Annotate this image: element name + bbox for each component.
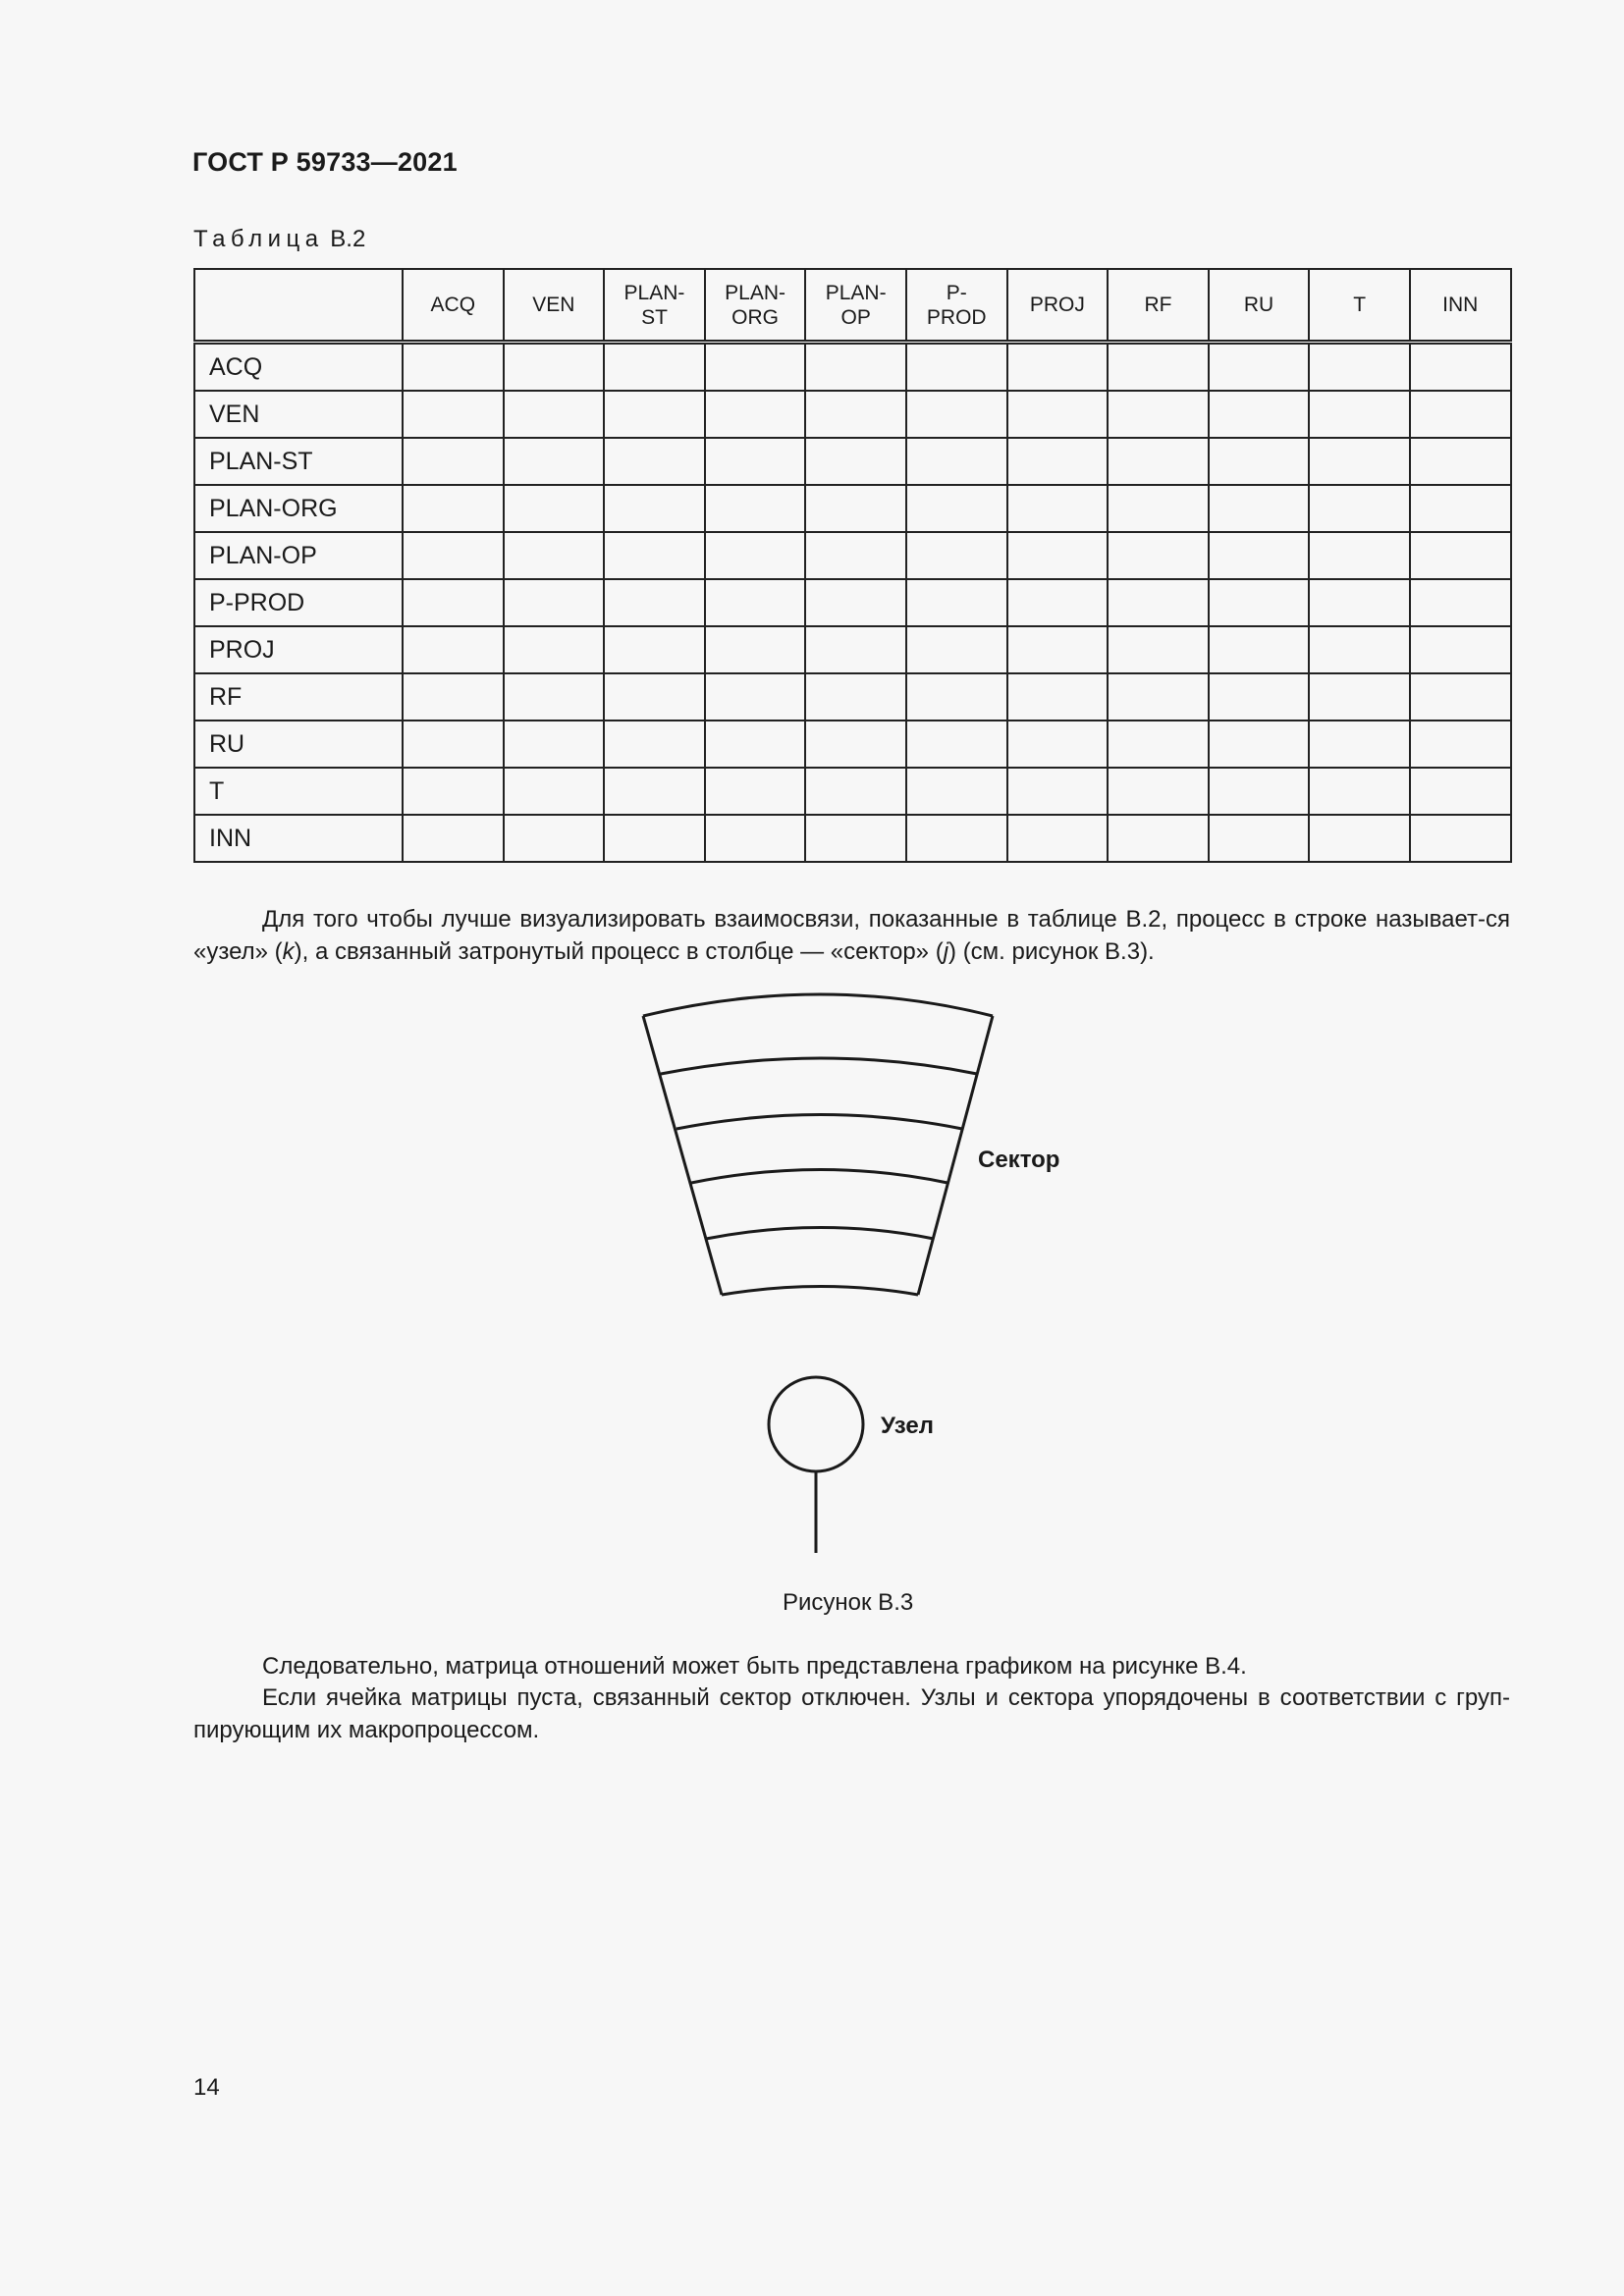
paragraph-text: Для того чтобы лучше визуализировать взаимосвязи, показанные в таблице В.2, процесс в строке называет-ся «узел» ( [193,906,1510,965]
paragraph-text: ), а связанный затронутый процесс в столбце — «сектор» ( [294,938,944,965]
page-number: 14 [193,2074,220,2101]
node-circle [769,1377,863,1471]
paragraph-text: ) (см. рисунок В.3). [948,938,1155,965]
row-header: P-PROD [194,579,403,626]
paragraph-conclusion [193,1650,1510,1682]
column-header-line: PLAN- ST [623,281,685,329]
row-header: PLAN-OP [194,532,403,579]
column-header-line: PLAN- OP [825,281,887,329]
paragraph-k: k [282,938,295,965]
row-header: INN [194,815,403,862]
table-caption-word: Таблица [193,226,324,252]
row-header: T [194,768,403,815]
paragraph-j: j [943,938,949,965]
row-header: ACQ [194,343,403,392]
row-header: PLAN-ORG [194,485,403,532]
sector-band-line [661,1058,977,1074]
row-header: PLAN-ST [194,438,403,485]
paragraph-indent [193,1653,262,1680]
sector-label: Сектор [978,1147,1060,1173]
sector-outer-arc [643,994,993,1016]
table-caption-number: В.2 [330,226,366,252]
sector-band-line [706,1228,934,1240]
column-header: ACQ [403,269,504,343]
row-header: PROJ [194,626,403,673]
column-header: VEN [504,269,605,343]
sector-inner-arc [722,1287,918,1296]
paragraph-empty-cell [193,1682,1510,1746]
node-label: Узел [881,1413,934,1439]
sector-band-line [677,1115,962,1130]
sector-band-line [691,1170,947,1184]
paragraph-text: Если ячейка матрицы пуста, связанный сектор отключен. Узлы и сектора упорядочены в соответствии с груп-пирующим их макропроцессом. [193,1684,1510,1743]
paragraph-text: Следовательно, матрица отношений может быть представлена графиком на рисунке В.4. [262,1653,1247,1680]
column-header: INN [1410,269,1511,343]
document-header: ГОСТ Р 59733—2021 [192,147,458,177]
column-header-line: P- PROD [926,281,987,329]
row-header: RF [194,673,403,721]
column-header: RU [1209,269,1310,343]
row-header: VEN [194,391,403,438]
column-header: RF [1108,269,1209,343]
column-header: PROJ [1007,269,1109,343]
column-header: T [1309,269,1410,343]
paragraph-indent [193,1684,262,1711]
figure-caption: Рисунок В.3 [783,1589,914,1616]
sector-left-edge [643,1016,722,1295]
column-header-line: PLAN- ORG [725,281,785,329]
row-header: RU [194,721,403,768]
